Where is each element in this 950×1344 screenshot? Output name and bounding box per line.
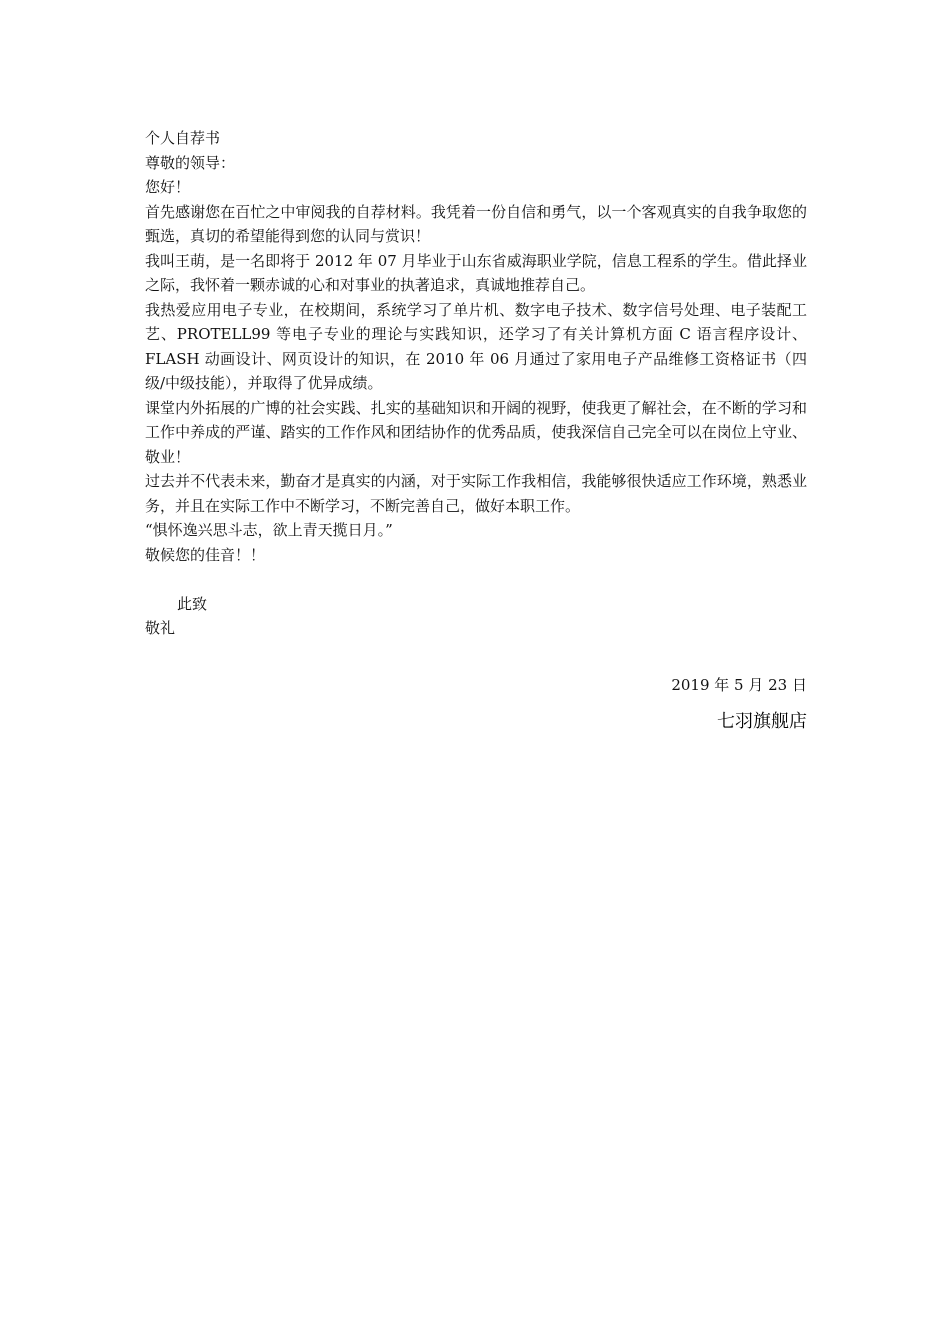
paragraph-self-introduction: 我叫王萌，是一名即将于 2012 年 07 月毕业于山东省威海职业学院，信息工程系的学生。借此择业之际，我怀着一颗赤诚的心和对事业的执著追求，真诚地推荐自己。	[145, 251, 807, 294]
document-title: 个人自荐书	[145, 129, 221, 147]
greeting-line: 尊敬的领导：	[145, 153, 236, 172]
paragraph-intro: 首先感谢您在百忙之中审阅我的自荐材料。我凭着一份自信和勇气，以一个客观真实的自我争取您的甄选，真切的希望能得到您的认同与赏识！	[145, 202, 807, 245]
shop-watermark: 七羽旗舰店	[717, 711, 807, 732]
quote-line: “惧怀逸兴思斗志，欲上青天揽日月。”	[145, 521, 393, 539]
closing-respect: 敬礼	[145, 619, 176, 637]
paragraph-commitment: 过去并不代表未来，勤奋才是真实的内涵，对于实际工作我相信，我能够很快适应工作环境，熟悉业务，并且在实际工作中不断学习，不断完善自己，做好本职工作。	[145, 472, 807, 515]
blank-line	[145, 567, 807, 592]
closing-salutation: 此致	[177, 594, 208, 613]
letter-body	[145, 126, 807, 641]
letter-date: 2019 年 5 月 23 日	[671, 676, 807, 694]
awaiting-reply-line: 敬候您的佳音！！	[145, 545, 266, 564]
paragraph-education: 我热爱应用电子专业，在校期间，系统学习了单片机、数字电子技术、数字信号处理、电子装配工艺、PROTELL99 等电子专业的理论与实践知识，还学习了有关计算机方面 C 语言程序设计、FLASH 动画设计、网页设计的知识，在 2010 年 06 月通过了家用电子产品维修工资格证书（四级/中级技能），并取得了优异成绩。	[145, 300, 807, 392]
hello-line: 您好！	[145, 178, 191, 196]
paragraph-practice: 课堂内外拓展的广博的社会实践、扎实的基础知识和开阔的视野，使我更了解社会，在不断的学习和工作中养成的严谨、踏实的工作作风和团结协作的优秀品质，使我深信自己完全可以在岗位上守业、敬业！	[145, 398, 807, 466]
